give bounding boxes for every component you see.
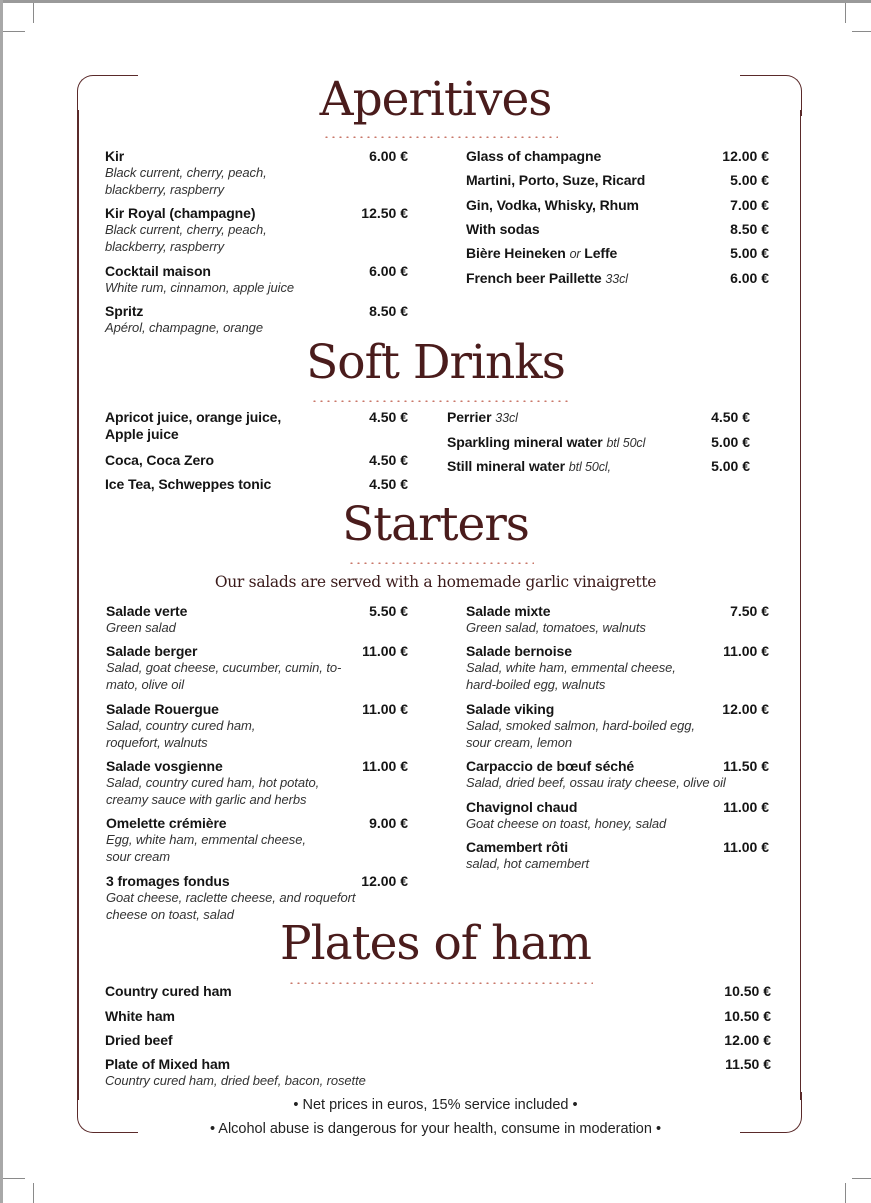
item-name-connector: or [569,247,581,261]
menu-item [105,409,281,443]
menu-item [466,701,695,751]
page-edge [0,0,3,1203]
item-price: 11.50 € [725,1056,771,1072]
item-description: Salad, dried beef, ossau iraty cheese, olive oil [466,775,726,790]
section-subtitle: Our salads are served with a homemade garlic vinaigrette [214,573,657,591]
item-price: 7.50 € [730,603,769,619]
item-price: 11.00 € [723,643,769,659]
item-name: Kir Royal (champagne) [105,205,256,221]
item-name: Camembert rôti [466,839,569,855]
item-price: 10.50 € [724,1008,771,1024]
item-price: 11.00 € [723,799,769,815]
item-name: Salade mixte [466,603,551,619]
item-name: White ham [105,1008,175,1024]
item-name: Country cured ham [105,983,232,999]
dotted-divider [323,136,558,138]
item-name: Ice Tea, Schweppes tonic [105,476,272,492]
item-name: Salade Rouergue [106,701,219,717]
item-name [466,270,628,288]
item-description: cheese on toast, salad [106,906,234,922]
item-description: White rum, cinnamon, apple juice [105,280,295,295]
item-price: 11.50 € [723,758,769,774]
menu-item [105,148,267,198]
menu-item [466,603,646,637]
item-name: Carpaccio de bœuf séché [466,758,635,774]
item-name: Chavignol chaud [466,799,578,815]
item-price: 7.00 € [730,197,769,213]
crop-mark [3,31,25,32]
crop-mark [845,3,846,23]
menu-item [106,603,187,637]
dotted-divider [311,400,571,402]
menu-item [105,303,263,337]
item-price: 5.50 € [369,603,408,619]
menu-item [447,409,518,427]
item-size: 33cl [495,411,518,425]
menu-item [105,983,232,1000]
item-price: 4.50 € [711,409,750,425]
item-description: Black current, cherry, peach, [105,165,267,180]
menu-item [105,1032,172,1049]
item-price: 10.50 € [724,983,771,999]
menu-item [466,172,645,189]
item-description: blackberry, raspberry [105,238,225,254]
item-name: Gin, Vodka, Whisky, Rhum [466,197,639,213]
item-description: Goat cheese, raclette cheese, and roquefort [106,890,356,905]
item-price: 12.50 € [361,205,408,221]
item-description: sour cream, lemon [466,734,572,750]
menu-item [466,197,639,214]
item-name-part: Bière Heineken [466,245,566,261]
crop-mark [852,31,871,32]
crop-mark [33,3,34,23]
menu-item [466,270,628,288]
item-description: sour cream [106,848,171,864]
item-name: Dried beef [105,1032,173,1048]
item-name [447,409,518,427]
item-price: 11.00 € [723,839,769,855]
item-price: 6.00 € [369,148,408,164]
item-name: Salade bernoise [466,643,572,659]
menu-item [105,205,267,255]
item-name-part: Sparkling mineral water [447,434,603,450]
item-description: Salad, country cured ham, hot potato, [106,775,320,790]
page-edge [0,0,871,3]
footer-note-prices: • Net prices in euros, 15% service included • [293,1097,578,1113]
item-name [447,434,645,452]
menu-item [466,839,589,873]
item-description: mato, olive oil [106,676,184,692]
item-name: Apricot juice, orange juice, [105,409,282,425]
item-price: 4.50 € [369,452,408,468]
item-description: Salad, country cured ham, [106,718,256,733]
item-size: 33cl [605,272,628,286]
item-price: 4.50 € [369,409,408,425]
item-price: 5.00 € [711,434,750,450]
item-price: 12.00 € [722,148,769,164]
crop-mark [3,1178,25,1179]
menu-item [447,458,611,476]
section-title-plates-of-ham: Plates of ham [280,916,591,971]
item-description: salad, hot camembert [466,856,590,871]
item-name: Salade verte [106,603,188,619]
item-name: Plate of Mixed ham [105,1056,231,1072]
item-name: 3 fromages fondus [106,873,230,889]
item-description: Salad, goat cheese, cucumber, cumin, to- [106,660,342,675]
menu-item [105,476,271,493]
item-description: Green salad, tomatoes, walnuts [466,620,646,635]
crop-mark [845,1183,846,1203]
item-description: Salad, smoked salmon, hard-boiled egg, [466,718,695,733]
item-name: Coca, Coca Zero [105,452,214,468]
menu-item [466,148,601,165]
item-price: 6.00 € [730,270,769,286]
item-description: Black current, cherry, peach, [105,222,267,237]
item-price: 6.00 € [369,263,408,279]
item-price: 5.00 € [711,458,750,474]
item-name: Glass of champagne [466,148,602,164]
section-title-starters: Starters [342,497,529,552]
menu-item [466,245,617,263]
item-price: 5.00 € [730,245,769,261]
item-description: roquefort, walnuts [106,734,208,750]
item-name: Martini, Porto, Suze, Ricard [466,172,646,188]
item-price: 8.50 € [369,303,408,319]
item-name [466,245,617,263]
menu-item [106,701,255,751]
item-price: 11.00 € [362,701,408,717]
item-price: 4.50 € [369,476,408,492]
crop-mark [852,1178,871,1179]
item-description: Country cured ham, dried beef, bacon, rosette [105,1073,366,1088]
menu-item [106,815,306,865]
item-name [447,458,611,476]
dotted-divider [348,562,534,564]
item-name: Kir [105,148,125,164]
item-price: 9.00 € [369,815,408,831]
item-name: With sodas [466,221,540,237]
menu-item [105,452,214,469]
item-price: 5.00 € [730,172,769,188]
section-title-aperitives: Aperitives [319,72,552,127]
item-name: Apple juice [105,426,179,442]
item-name: Spritz [105,303,144,319]
item-description: creamy sauce with garlic and herbs [106,791,307,807]
menu-item [466,758,726,792]
menu-item [105,1056,366,1090]
item-name-part: Leffe [584,245,618,261]
menu-item [106,758,319,808]
menu-item [466,799,666,833]
menu-item [105,1008,175,1025]
footer-note-alcohol: • Alcohol abuse is dangerous for your health, consume in moderation • [209,1121,662,1137]
item-description: hard-boiled egg, walnuts [466,676,606,692]
item-description: Salad, white ham, emmental cheese, [466,660,676,675]
item-name: Cocktail maison [105,263,211,279]
menu-item [105,263,294,297]
item-description: Egg, white ham, emmental cheese, [106,832,306,847]
item-name: Salade vosgienne [106,758,223,774]
item-name: Omelette crémière [106,815,227,831]
item-description: blackberry, raspberry [105,181,225,197]
menu-item [466,221,540,238]
item-description: Apérol, champagne, orange [105,320,263,335]
item-price: 8.50 € [730,221,769,237]
item-size: btl 50cl, [568,460,611,474]
menu-item [466,643,676,693]
item-name-part: French beer Paillette [466,270,602,286]
item-name: Salade viking [466,701,555,717]
dotted-divider [288,982,593,984]
item-price: 12.00 € [722,701,769,717]
item-name-part: Perrier [447,409,492,425]
menu-item [106,643,341,693]
item-name-part: Still mineral water [447,458,565,474]
section-title-soft-drinks: Soft Drinks [306,335,565,390]
crop-mark [33,1183,34,1203]
item-price: 11.00 € [362,758,408,774]
item-description: Goat cheese on toast, honey, salad [466,816,667,831]
menu-item [447,434,645,452]
item-price: 12.00 € [361,873,408,889]
item-price: 11.00 € [362,643,408,659]
item-price: 12.00 € [724,1032,771,1048]
item-size: btl 50cl [606,436,646,450]
item-description: Green salad [106,620,176,635]
item-name: Salade berger [106,643,198,659]
